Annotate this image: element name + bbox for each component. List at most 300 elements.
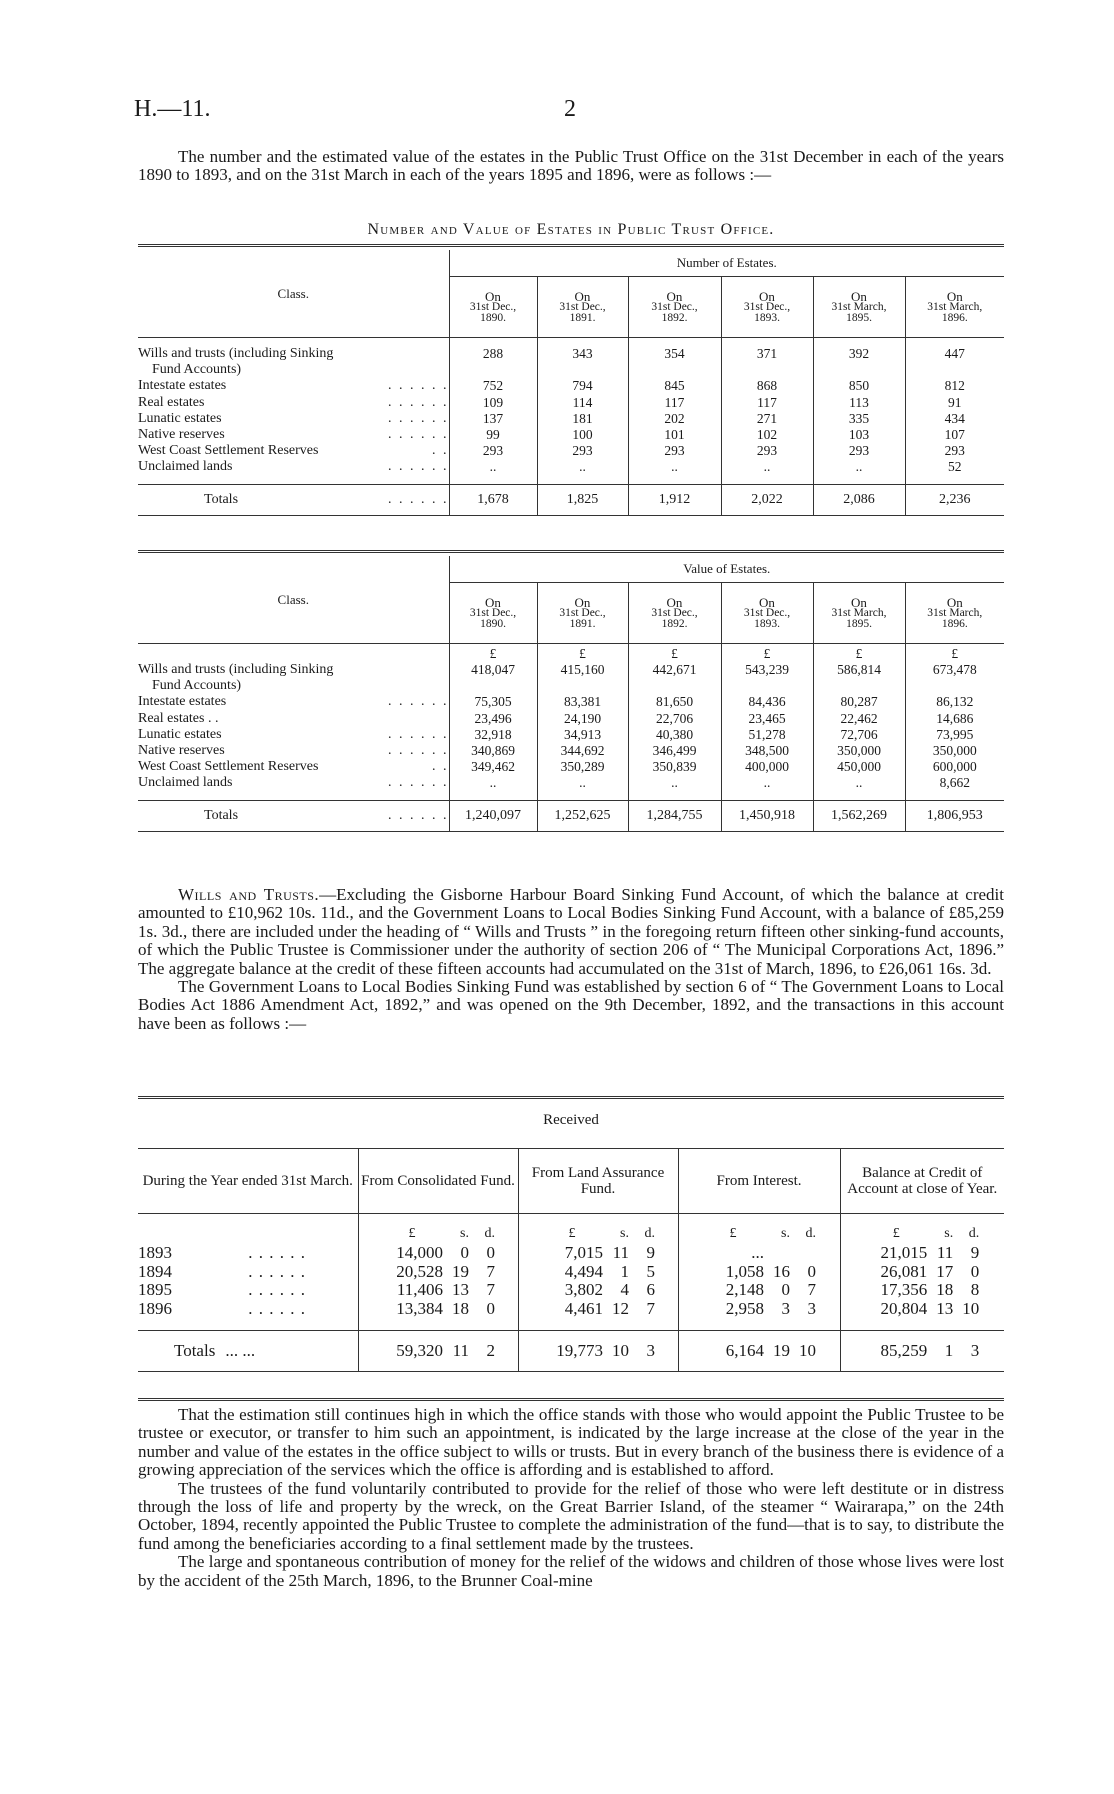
shillings: 11: [936, 1243, 954, 1262]
leader-dots: ... ...: [225, 1341, 256, 1361]
date-line-2: 1890.: [480, 311, 506, 324]
intro-text: The number and the estimated value of the estates in the Public Trust Office on the 31st December in each of the years 1890 to 1893, and on the 31st March in each of the years 1895 and 1896, were as follows :—: [138, 147, 1004, 185]
estate-value: ..: [721, 459, 813, 475]
estate-value: 600,000: [905, 759, 1004, 775]
number-date-header: [813, 277, 905, 338]
pound-unit: £: [892, 1226, 900, 1242]
sinking-fund-table: [138, 1148, 1004, 1372]
document-reference: H.—11.: [134, 96, 211, 122]
pound-unit: £: [813, 644, 905, 663]
money-amount: [359, 1281, 518, 1300]
estate-value: 348,500: [721, 743, 813, 759]
date-line-1: 31st Dec.,: [559, 300, 606, 313]
money-amount: [519, 1263, 678, 1282]
class-label-text: Unclaimed lands: [138, 775, 233, 791]
class-label-text: Real estates: [138, 394, 205, 410]
estate-value: 75,305: [449, 694, 537, 710]
pounds: 13,384: [396, 1298, 443, 1318]
money-cell: [678, 1281, 840, 1300]
money-cell: [518, 1281, 678, 1300]
money-amount: [841, 1281, 1005, 1300]
money-cell: [518, 1244, 678, 1263]
estate-value: 86,132: [905, 694, 1004, 710]
year: 1894: [138, 1261, 172, 1281]
brunner-paragraph: The large and spontaneous contribution of money for the relief of the widows and children of those whose lives were lost by the accident of the 25th March, 1896, to the Brunner Coal-mine: [138, 1552, 1004, 1590]
spacer-cell: [138, 1214, 358, 1245]
estate-value: 114: [537, 395, 628, 411]
value-date-header: [537, 583, 628, 644]
shillings: 12: [612, 1298, 629, 1318]
estate-value: 335: [813, 411, 905, 427]
shillings: 4: [620, 1280, 629, 1300]
estate-value: 99: [449, 427, 537, 443]
class-label-text: Unclaimed lands: [138, 459, 233, 475]
leader-dots: . . . . . .: [388, 378, 449, 394]
received-column-header: Balance at Credit of Account at close of Year.: [840, 1149, 1004, 1214]
class-label: [138, 775, 449, 791]
shillings: 16: [773, 1261, 790, 1281]
shillings: 18: [452, 1298, 469, 1318]
money-cell: [358, 1331, 518, 1372]
unit-cell: [358, 1214, 518, 1245]
unit-cell: [678, 1214, 840, 1245]
pounds: 14,000: [396, 1243, 443, 1262]
estate-value: 543,239: [721, 662, 813, 694]
wills-text: [138, 886, 1004, 978]
spacer-cell: [537, 476, 628, 485]
estate-value: 350,000: [813, 743, 905, 759]
money-amount: [519, 1342, 678, 1361]
estate-row: [138, 694, 1004, 710]
intro-paragraph: [138, 148, 1004, 185]
pound-unit: £: [449, 644, 537, 663]
shillings: 0: [460, 1243, 469, 1262]
total-value: 1,240,097: [449, 800, 537, 831]
pound-unit: £: [537, 644, 628, 663]
pence: 9: [970, 1243, 980, 1262]
estate-value: 109: [449, 395, 537, 411]
spacer-cell: [628, 476, 721, 485]
estate-value: ..: [449, 775, 537, 791]
money-cell: [840, 1300, 1004, 1319]
spacer-cell: [518, 1318, 678, 1331]
estate-value: ..: [449, 459, 537, 475]
number-date-header: [628, 277, 721, 338]
estate-value: 794: [537, 378, 628, 394]
money-amount: [679, 1342, 840, 1361]
estate-value: ..: [628, 459, 721, 475]
estate-value: 812: [905, 378, 1004, 394]
class-label: [138, 662, 449, 694]
estate-row: [138, 395, 1004, 411]
estate-value: 350,839: [628, 759, 721, 775]
money-cell: [518, 1331, 678, 1372]
money-amount: [519, 1281, 678, 1300]
estate-value: ..: [537, 459, 628, 475]
leader-dots: . . . . . .: [388, 459, 449, 475]
estate-value: 40,380: [628, 727, 721, 743]
estate-value: 8,662: [905, 775, 1004, 791]
money-units: [359, 1225, 518, 1244]
date-line-2: 1893.: [754, 311, 780, 324]
class-label: [138, 459, 449, 475]
received-column-header: From Consolidated Fund.: [358, 1149, 518, 1214]
date-on: On: [666, 594, 683, 610]
estate-value: 81,650: [628, 694, 721, 710]
money-amount: [359, 1300, 518, 1319]
money-amount: [519, 1300, 678, 1319]
estate-value: 107: [905, 427, 1004, 443]
estate-value: 100: [537, 427, 628, 443]
spacer-cell: [813, 476, 905, 485]
leader-dots: . . . . . .: [388, 491, 449, 507]
spacer-cell: [678, 1318, 840, 1331]
shillings: 3: [781, 1298, 790, 1318]
estate-value: 52: [905, 459, 1004, 475]
pounds: 19,773: [556, 1341, 603, 1361]
estate-value: 73,995: [905, 727, 1004, 743]
estate-row: [138, 411, 1004, 427]
pounds: 20,528: [396, 1261, 443, 1281]
estate-value: 34,913: [537, 727, 628, 743]
totals-label: [138, 1331, 358, 1372]
pounds: 26,081: [880, 1261, 928, 1281]
class-label: [138, 711, 449, 727]
date-line-1: 31st March,: [831, 300, 887, 313]
shilling-unit: s.: [944, 1226, 954, 1242]
shilling-unit: s.: [620, 1226, 629, 1242]
wills-heading: Wills and Trusts.: [178, 885, 320, 904]
estate-value: ..: [813, 459, 905, 475]
estate-value: 117: [721, 395, 813, 411]
class-label: [138, 743, 449, 759]
estate-value: ..: [537, 775, 628, 791]
unit-cell: [518, 1214, 678, 1245]
estate-value: 350,289: [537, 759, 628, 775]
estate-value: 84,436: [721, 694, 813, 710]
leader-dots: . . . . . .: [388, 743, 449, 759]
estate-value: 102: [721, 427, 813, 443]
estate-value: 354: [628, 346, 721, 378]
year-label: [138, 1300, 358, 1319]
total-value: 2,086: [813, 484, 905, 515]
money-cell: [358, 1244, 518, 1263]
class-label: [138, 378, 449, 394]
estate-value: 293: [721, 443, 813, 459]
estate-value: 117: [628, 395, 721, 411]
shillings: 11: [452, 1341, 469, 1361]
estate-value: 80,287: [813, 694, 905, 710]
class-label-text: Intestate estates: [138, 378, 227, 394]
total-value: 1,825: [537, 484, 628, 515]
estate-value: 91: [905, 395, 1004, 411]
estate-value: 293: [537, 443, 628, 459]
date-line-1: 31st March,: [927, 606, 983, 619]
class-label-text: Wills and trusts (including Sinking: [138, 662, 334, 677]
class-label: [138, 727, 449, 743]
money-amount: [679, 1244, 840, 1263]
money-cell: [840, 1331, 1004, 1372]
date-line-2: 1895.: [846, 311, 872, 324]
date-on: On: [485, 594, 501, 610]
spacer-cell: [138, 792, 449, 801]
estate-value: 344,692: [537, 743, 628, 759]
money-amount: [679, 1281, 840, 1300]
leader-dots: . . . . . .: [388, 427, 449, 443]
total-value: 1,806,953: [905, 800, 1004, 831]
estate-row: [138, 711, 1004, 727]
pence: 0: [970, 1261, 980, 1281]
class-label-text: Lunatic estates: [138, 410, 222, 426]
class-label-text: Native reserves: [138, 743, 225, 759]
wairarapa-paragraph: The trustees of the fund voluntarily contributed to provide for the relief of those who were left destitute or in distress through the loss of life and property by the wreck, on the Great Barrier Island, of the steamer “ Wairarapa,” on the 24th October, 1894, recently appointed the Public Trustee to complete the administration of the fund—that is to say, to distribute the fund among the beneficiaries according to a final settlement made by the trustees.: [138, 1478, 1004, 1553]
date-on: On: [574, 288, 591, 304]
spacer-cell: [813, 792, 905, 801]
pence: 2: [486, 1341, 495, 1361]
date-line-2: 1892.: [661, 617, 688, 630]
leader-dots: . . . . . .: [388, 694, 449, 710]
pence: 0: [486, 1298, 495, 1318]
pence: 6: [646, 1280, 655, 1300]
class-label: [138, 443, 449, 459]
closing-paragraphs: [138, 1406, 1004, 1590]
date-line-1: 31st Dec.,: [469, 300, 517, 313]
value-date-header: [905, 583, 1004, 644]
money-cell: [840, 1263, 1004, 1282]
date-line-1: 31st Dec.,: [651, 300, 698, 313]
shillings: [764, 1244, 790, 1263]
class-label-text: West Coast Settlement Reserves: [138, 443, 319, 459]
leader-dots: . . . . . .: [388, 807, 449, 823]
estate-value: 181: [537, 411, 628, 427]
pence-unit: d.: [644, 1226, 655, 1242]
pounds: 17,356: [880, 1280, 928, 1300]
year-label: [138, 1263, 358, 1282]
total-value: 1,678: [449, 484, 537, 515]
estate-value: 293: [813, 443, 905, 459]
received-column-header: From Land Assurance Fund.: [518, 1149, 678, 1214]
pence: 8: [970, 1280, 980, 1300]
wills-and-trusts-paragraph: [138, 886, 1004, 1033]
shillings: 1: [944, 1341, 954, 1361]
value-date-header: [449, 583, 537, 644]
estate-value: 202: [628, 411, 721, 427]
estate-row: [138, 727, 1004, 743]
pence: [790, 1244, 816, 1263]
total-value: 1,562,269: [813, 800, 905, 831]
total-value: 1,450,918: [721, 800, 813, 831]
value-group-header: Value of Estates.: [449, 556, 1004, 583]
estate-value: 868: [721, 378, 813, 394]
spacer-cell: [905, 476, 1004, 485]
received-column-header: During the Year ended 31st March.: [138, 1149, 358, 1214]
year: 1896: [138, 1298, 172, 1318]
spacer-cell: [840, 1318, 1004, 1331]
number-date-header: [449, 277, 537, 338]
date-line-2: 1892.: [661, 311, 688, 324]
total-value: 1,284,755: [628, 800, 721, 831]
estate-value: 83,381: [537, 694, 628, 710]
estate-value: 586,814: [813, 662, 905, 694]
pence-unit: d.: [805, 1226, 816, 1242]
pound-unit: £: [729, 1226, 737, 1242]
year-label: [138, 1281, 358, 1300]
date-line-2: 1896.: [941, 311, 968, 324]
date-on: On: [666, 288, 683, 304]
number-date-header: [905, 277, 1004, 338]
total-value: 1,252,625: [537, 800, 628, 831]
pounds: 21,015: [880, 1243, 928, 1262]
class-label: [138, 411, 449, 427]
received-bottom-rule: [138, 1398, 1004, 1401]
estate-value: 340,869: [449, 743, 537, 759]
money-cell: [678, 1244, 840, 1263]
spacer-cell: [449, 476, 537, 485]
class-label-text: Real estates . .: [138, 710, 219, 726]
estate-value: 288: [449, 346, 537, 378]
money-amount: [841, 1244, 1005, 1263]
date-line-2: 1893.: [754, 617, 780, 630]
estate-value: 72,706: [813, 727, 905, 743]
shillings: 13: [936, 1298, 954, 1318]
page-number: 2: [564, 96, 576, 122]
pence: 7: [486, 1261, 495, 1281]
estate-value: 752: [449, 378, 537, 394]
pounds: 2,958: [725, 1298, 764, 1318]
pound-unit: £: [408, 1226, 416, 1242]
estate-row: [138, 378, 1004, 394]
value-date-header: [721, 583, 813, 644]
class-label-text: Native reserves: [138, 427, 225, 443]
table-title: Number and Value of Estates in Public Trust Office.: [367, 221, 775, 238]
pounds: 11,406: [396, 1280, 443, 1300]
pounds: 1,058: [725, 1261, 764, 1281]
pounds: 3,802: [564, 1280, 603, 1300]
estate-value: 434: [905, 411, 1004, 427]
estate-row: [138, 427, 1004, 443]
money-amount: [359, 1263, 518, 1282]
pence: 7: [646, 1298, 655, 1318]
estate-value: 14,686: [905, 711, 1004, 727]
money-cell: [678, 1331, 840, 1372]
total-value: 2,236: [905, 484, 1004, 515]
money-cell: [518, 1263, 678, 1282]
date-on: On: [851, 288, 867, 304]
class-label: [138, 346, 449, 378]
estate-value: ..: [813, 775, 905, 791]
money-cell: [358, 1263, 518, 1282]
date-line-1: 31st March,: [831, 606, 887, 619]
wills-body: —Excluding the Gisborne Harbour Board Sinking Fund Account, of which the balance at credit amounted to £10,962 10s. 11d., and the Government Loans to Local Bodies Sinking Fund Account, with a balance of £85,259 1s. 3d., there are included under the heading of “ Wills and Trusts ” in the foregoing return fifteen other sinking-fund accounts, of which the Public Trustee is Commissioner under the authority of section 206 of “ The Municipal Corporations Act, 1896.” The aggregate balance at the credit of these fifteen accounts had accumulated on the 31st of March, 1896, to £26,061 16s. 3d.: [138, 885, 1004, 978]
row-spacer: [138, 792, 1004, 801]
date-line-1: 31st March,: [927, 300, 983, 313]
shillings: 13: [452, 1280, 469, 1300]
estate-value: 51,278: [721, 727, 813, 743]
money-cell: [358, 1281, 518, 1300]
pound-unit: £: [721, 644, 813, 663]
date-on: On: [946, 594, 963, 610]
total-value: 1,912: [628, 484, 721, 515]
shillings: 19: [452, 1261, 469, 1281]
pounds: 85,259: [880, 1341, 928, 1361]
estate-value: 101: [628, 427, 721, 443]
estate-row: [138, 346, 1004, 378]
date-line-1: 31st Dec.,: [469, 606, 517, 619]
pound-unit: £: [905, 644, 1004, 663]
estate-value: 371: [721, 346, 813, 378]
leader-dots: . . . . . .: [248, 1243, 306, 1262]
shillings: 19: [773, 1341, 790, 1361]
estate-value: 103: [813, 427, 905, 443]
estate-row: [138, 443, 1004, 459]
number-date-header: [537, 277, 628, 338]
class-header: Class.: [277, 286, 309, 301]
total-value: 2,022: [721, 484, 813, 515]
estate-value: 418,047: [449, 662, 537, 694]
pence: 7: [807, 1280, 816, 1300]
date-on: On: [485, 288, 501, 304]
shilling-unit: s.: [781, 1226, 790, 1242]
estate-value: 113: [813, 395, 905, 411]
shillings: 17: [936, 1261, 954, 1281]
spacer-cell: [138, 476, 449, 485]
estate-value: 293: [628, 443, 721, 459]
date-line-2: 1891.: [569, 617, 596, 630]
leader-dots: . .: [432, 443, 449, 459]
received-top-rule: [138, 1096, 1004, 1099]
estimation-paragraph: That the estimation still continues high in which the office stands with those who would appoint the Public Trustee to be trustee or executor, or transfer to him such an appointment, is indicated by the large increase at the close of the year in the number and value of the estates in the office subject to wills or trusts. But in every branch of the business there is evidence of a growing appreciation of the services which the office is affording and is established to afford.: [138, 1405, 1004, 1480]
class-label: [138, 759, 449, 775]
money-amount: [359, 1244, 518, 1263]
estate-value: 415,160: [537, 662, 628, 694]
money-amount: [679, 1300, 840, 1319]
pounds: 6,164: [725, 1341, 764, 1361]
estate-value: 850: [813, 378, 905, 394]
leader-dots: . . . . . .: [248, 1280, 306, 1300]
value-of-estates-table: [138, 556, 1004, 832]
date-on: On: [851, 594, 867, 610]
year: 1893: [138, 1243, 172, 1262]
leader-dots: . . . . . .: [388, 775, 449, 791]
money-cell: [678, 1300, 840, 1319]
pence-unit: d.: [968, 1226, 980, 1242]
number-of-estates-table: [138, 250, 1004, 516]
pounds: 7,015: [564, 1243, 603, 1262]
class-label-text: Intestate estates: [138, 694, 227, 710]
estate-value: 24,190: [537, 711, 628, 727]
estate-value: ..: [721, 775, 813, 791]
date-line-1: 31st Dec.,: [743, 300, 791, 313]
estate-value: ..: [628, 775, 721, 791]
money-amount: [679, 1263, 840, 1282]
estate-row: [138, 759, 1004, 775]
pence-unit: d.: [484, 1226, 495, 1242]
date-line-1: 31st Dec.,: [559, 606, 606, 619]
row-spacer: [138, 1318, 1004, 1331]
row-spacer: [138, 476, 1004, 485]
table-mid-rule: [138, 550, 1004, 553]
estate-value: 23,465: [721, 711, 813, 727]
received-row: [138, 1281, 1004, 1300]
date-line-2: 1895.: [846, 617, 872, 630]
pence: 5: [646, 1261, 655, 1281]
number-date-header: [721, 277, 813, 338]
pence: 9: [646, 1243, 655, 1262]
money-units: [519, 1225, 678, 1244]
class-header: Class.: [277, 592, 309, 607]
estate-value: 442,671: [628, 662, 721, 694]
shillings: 1: [620, 1261, 629, 1281]
